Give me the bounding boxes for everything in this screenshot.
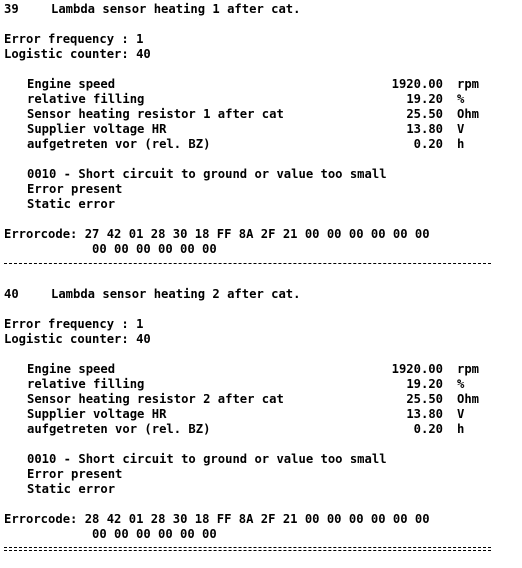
- measurement-value: 19.20: [406, 377, 443, 391]
- fault-description: 0010 - Short circuit to ground or value too small: [27, 452, 387, 466]
- measurement-unit: %: [457, 377, 465, 391]
- measurement-label: aufgetreten vor (rel. BZ): [27, 422, 211, 436]
- measurement-label: aufgetreten vor (rel. BZ): [27, 137, 211, 151]
- report-end-separator: [4, 542, 518, 557]
- measurement-row: [27, 407, 518, 422]
- fault-description: 0010 - Short circuit to ground or value too small: [27, 167, 387, 181]
- fault-number: 39: [4, 2, 19, 16]
- measurement-label: Sensor heating resistor 2 after cat: [27, 392, 284, 406]
- measurement-row: [27, 107, 518, 122]
- measurement-value: 25.50: [406, 107, 443, 121]
- measurement-unit: rpm: [457, 362, 480, 376]
- measurement-value: 13.80: [406, 407, 443, 421]
- measurement-row: [27, 92, 518, 107]
- fault-memory-report: [4, 2, 518, 557]
- measurement-value: 0.20: [413, 137, 443, 151]
- measurement-label: relative filling: [27, 377, 145, 391]
- status-list: [27, 452, 518, 497]
- errorcode-continuation: 00 00 00 00 00 00: [92, 527, 217, 541]
- measurement-value: 25.50: [406, 392, 443, 406]
- measurement-row: [27, 122, 518, 137]
- error-state: Error present: [27, 182, 123, 196]
- measurement-label: Supplier voltage HR: [27, 407, 167, 421]
- status-list: [27, 167, 518, 212]
- measurement-unit: h: [457, 422, 465, 436]
- measurement-value: 0.20: [413, 422, 443, 436]
- errorcode-line: Errorcode: 28 42 01 28 30 18 FF 8A 2F 21 00 00 00 00 00 00: [4, 512, 430, 526]
- measurement-list: [27, 362, 518, 437]
- error-frequency: Error frequency : 1: [4, 317, 144, 331]
- error-state: Error present: [27, 467, 123, 481]
- measurement-row: [27, 422, 518, 437]
- measurement-row: [27, 137, 518, 152]
- measurement-value: 19.20: [406, 92, 443, 106]
- error-frequency: Error frequency : 1: [4, 32, 144, 46]
- measurement-list: [27, 77, 518, 152]
- measurement-unit: V: [457, 122, 465, 136]
- measurement-unit: rpm: [457, 77, 480, 91]
- errorcode-continuation: 00 00 00 00 00 00: [92, 242, 217, 256]
- logistic-counter: Logistic counter: 40: [4, 332, 151, 346]
- measurement-label: Sensor heating resistor 1 after cat: [27, 107, 284, 121]
- fault-entry-header: [4, 287, 518, 302]
- fault-title: Lambda sensor heating 1 after cat.: [51, 2, 301, 16]
- measurement-value: 13.80: [406, 122, 443, 136]
- fault-entry-header: [4, 2, 518, 17]
- measurement-unit: %: [457, 92, 465, 106]
- measurement-value: 1920.00: [391, 77, 443, 91]
- logistic-counter: Logistic counter: 40: [4, 47, 151, 61]
- measurement-label: Supplier voltage HR: [27, 122, 167, 136]
- error-type: Static error: [27, 197, 116, 211]
- entry-separator: [4, 257, 518, 272]
- measurement-value: 1920.00: [391, 362, 443, 376]
- measurement-unit: Ohm: [457, 392, 480, 406]
- measurement-label: relative filling: [27, 92, 145, 106]
- measurement-label: Engine speed: [27, 362, 116, 376]
- measurement-row: [27, 392, 518, 407]
- measurement-label: Engine speed: [27, 77, 116, 91]
- measurement-unit: Ohm: [457, 107, 480, 121]
- measurement-row: [27, 362, 518, 377]
- fault-title: Lambda sensor heating 2 after cat.: [51, 287, 301, 301]
- measurement-unit: h: [457, 137, 465, 151]
- measurement-row: [27, 377, 518, 392]
- error-type: Static error: [27, 482, 116, 496]
- errorcode-line: Errorcode: 27 42 01 28 30 18 FF 8A 2F 21 00 00 00 00 00 00: [4, 227, 430, 241]
- measurement-unit: V: [457, 407, 465, 421]
- measurement-row: [27, 77, 518, 92]
- fault-number: 40: [4, 287, 19, 301]
